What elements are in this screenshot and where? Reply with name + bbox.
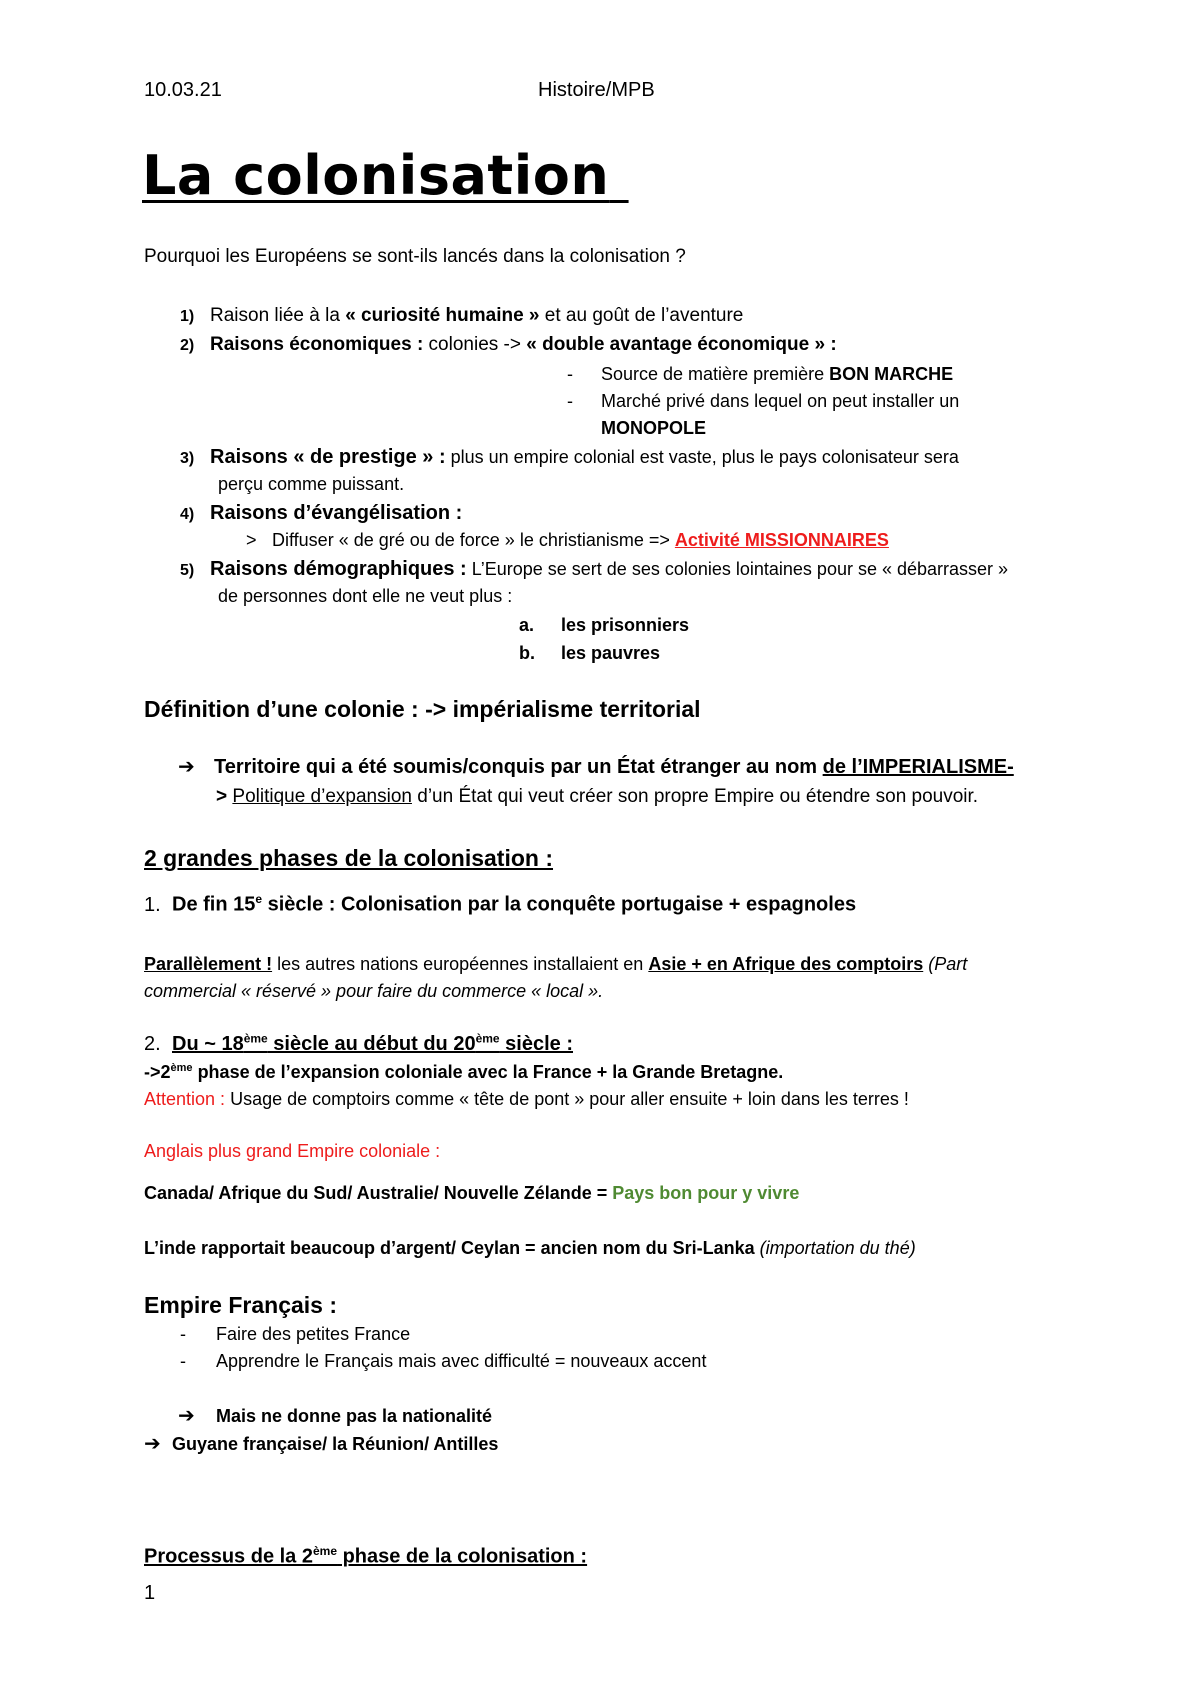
- arrow-right-icon: ➔: [178, 1405, 195, 1427]
- arrow-right-icon: ➔: [178, 756, 195, 778]
- french-arrow-2: ➔ Guyane française/ la Réunion/ Antilles: [144, 1431, 498, 1458]
- definition-line-1: ➔ Territoire qui a été soumis/conquis par un État étranger au nom de l’IMPERIALISME-: [178, 754, 1014, 781]
- header-subject: Histoire/MPB: [538, 79, 655, 101]
- reason-5-item-b: b. les pauvres: [519, 643, 661, 663]
- french-item-2: - Apprendre le Français mais avec difficulté = nouveaux accent: [180, 1351, 707, 1371]
- attention-line: Attention : Usage de comptoirs comme « tête de pont » pour aller ensuite + loin dans les terres !: [144, 1089, 909, 1109]
- intro-question: Pourquoi les Européens se sont-ils lancés dans la colonisation ?: [144, 246, 686, 267]
- reason-3: 3) Raisons « de prestige » : plus un empire colonial est vaste, plus le pays colonisateur sera: [180, 446, 959, 468]
- header-date: 10.03.21: [144, 79, 222, 101]
- definition-line-2: > Politique d’expansion d’un État qui veut créer son propre Empire ou étendre son pouvoir.: [216, 786, 979, 807]
- reason-1: 1) Raison liée à la « curiosité humaine » et au goût de l’aventure: [180, 305, 744, 326]
- english-heading: Anglais plus grand Empire coloniale :: [144, 1141, 441, 1161]
- process-heading: Processus de la 2ème phase de la colonisation :: [144, 1544, 588, 1568]
- page-number: 1: [144, 1582, 156, 1604]
- page-title: La colonisation: [142, 144, 610, 207]
- reason-4: 4) Raisons d’évangélisation :: [180, 502, 463, 524]
- reason-5-cont: de personnes dont elle ne veut plus :: [218, 586, 513, 606]
- arrow-right-icon: ➔: [144, 1433, 161, 1455]
- parallel-line-2: commercial « réservé » pour faire du commerce « local ».: [144, 981, 604, 1001]
- reason-2-sub-2-bold: MONOPOLE: [601, 418, 707, 438]
- english-line-1: Canada/ Afrique du Sud/ Australie/ Nouvelle Zélande = Pays bon pour y vivre: [144, 1183, 800, 1203]
- phases-heading: 2 grandes phases de la colonisation :: [144, 845, 554, 871]
- french-item-1: - Faire des petites France: [180, 1324, 411, 1344]
- reason-2-sub-2: - Marché privé dans lequel on peut installer un: [567, 391, 960, 411]
- reason-5: 5) Raisons démographiques : L’Europe se sert de ses colonies lointaines pour se « débarrasser »: [180, 558, 1009, 580]
- reason-3-cont: perçu comme puissant.: [218, 474, 405, 494]
- french-heading: Empire Français :: [144, 1292, 338, 1318]
- phase-2-line: ->2ème phase de l’expansion coloniale avec la France + la Grande Bretagne.: [144, 1062, 784, 1082]
- parallel-line-1: Parallèlement ! les autres nations européennes installaient en Asie + en Afrique des comptoirs (Part: [144, 954, 968, 974]
- french-arrow-1: ➔ Mais ne donne pas la nationalité: [178, 1403, 492, 1430]
- phase-1: 1. De fin 15e siècle : Colonisation par la conquête portugaise + espagnoles: [144, 892, 857, 916]
- reason-2: 2) Raisons économiques : colonies -> « double avantage économique » :: [180, 334, 837, 355]
- reason-5-item-a: a. les prisonniers: [519, 615, 690, 635]
- reason-2-sub-1: - Source de matière première BON MARCHE: [567, 364, 954, 384]
- phase-2: 2. Du ~ 18ème siècle au début du 20ème siècle :: [144, 1031, 573, 1055]
- english-line-2: L’inde rapportait beaucoup d’argent/ Ceylan = ancien nom du Sri-Lanka (importation du thé): [144, 1238, 916, 1258]
- reason-4-sub: > Diffuser « de gré ou de force » le christianisme => Activité MISSIONNAIRES: [246, 530, 889, 550]
- definition-heading: Définition d’une colonie : -> impérialisme territorial: [144, 696, 701, 722]
